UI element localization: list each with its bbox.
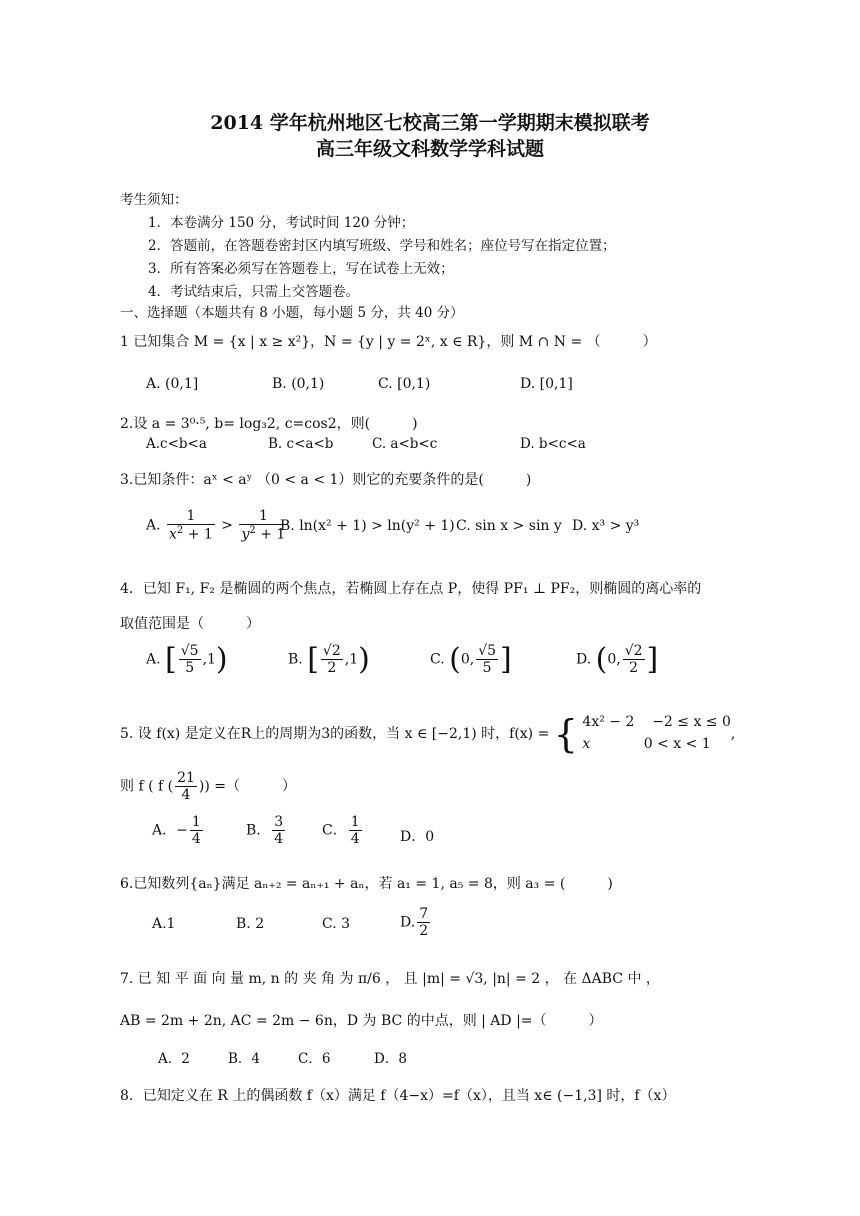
question-1-stem: 1 已知集合 M = {x | x ≥ x²}，N = {y | y = 2ˣ, x ∈ R}，则 M ∩ N = （ ） [120,334,657,350]
notice-item: 2．答题前，在答题卷密封区内填写班级、学号和姓名；座位号写在指定位置； [148,238,616,254]
q7-option-b: B．4 [228,1051,261,1067]
q1-option-b: B. (0,1) [272,376,325,392]
q6-option-c: C. 3 [322,916,351,932]
q3-option-d: D. x³ > y³ [572,518,640,534]
question-2-stem: 2.设 a = 3⁰·⁵, b= log₃2, c=cos2，则( ) [120,416,418,432]
question-4-stem: 4．已知 F₁, F₂ 是椭圆的两个焦点，若椭圆上存在点 P，使得 PF₁ ⊥ PF₂，则椭圆的离心率的 [120,581,702,597]
q6-option-b: B. 2 [236,916,265,932]
q5-option-c: C． $\frac{1}{4}$ [322,814,360,848]
q3-option-a: A. $\frac{1}{x^2 + 1}$ > $\frac{1}{y^2 + 1}$ [146,508,286,543]
q5-option-d: D．0 [400,829,435,845]
notice-item: 1．本卷满分 150 分，考试时间 120 分钟； [148,215,415,231]
q7-option-a: A．2 [158,1051,190,1067]
q6-option-a: A.1 [152,916,176,932]
question-4-stem-cont: 取值范围是（ ） [120,616,260,632]
q6-option-d: D. $\frac{7}{2}$ [400,906,429,940]
q3-option-c: C. sin x > sin y [456,518,562,534]
q4-option-b: B. [ $\frac{√2}{2}$ ,1) [288,642,370,677]
exam-subtitle: 高三年级文科数学学科试题 [315,138,544,160]
q2-option-b: B. c<a<b [268,436,334,452]
section-heading: 一、选择题（本题共有 8 小题，每小题 5 分，共 40 分） [120,305,464,321]
q2-option-c: C. a<b<c [372,436,438,452]
q5-case1-cond: −2 ≤ x ≤ 0 [652,714,731,731]
q5-option-b: B． $\frac{3}{4}$ [246,814,284,848]
q5-case2-cond: 0 < x < 1 [643,736,711,752]
question-3-stem: 3.已知条件：aˣ < aʸ （0 < a < 1）则它的充要条件的是( ) [120,472,532,488]
q1-option-d: D. [0,1] [520,376,573,392]
question-7-stem-cont: AB = 2m + 2n, AC = 2m − 6n，D 为 BC 的中点，则 | AD |=（ ） [120,1013,603,1029]
question-8-stem: 8．已知定义在 R 上的偶函数 f（x）满足 f（4−x）=f（x），且当 x∈ (−1,3] 时，f（x） [120,1088,676,1104]
q4-option-d: D. (0, $\frac{√2}{2}$ ] [576,642,659,677]
q4-option-c: C. (0, $\frac{√5}{5}$ ] [430,642,512,677]
exam-title: 2014 学年杭州地区七校高三第一学期期末模拟联考 [210,112,650,134]
q4-option-a: A. [ $\frac{√5}{5}$ ,1) [146,642,228,677]
q5-case2-expr: x [582,736,591,752]
notice-heading: 考生须知： [120,192,188,208]
q7-option-d: D．8 [374,1051,407,1067]
q1-option-c: C. [0,1) [378,376,431,392]
question-7-stem: 7. 已 知 平 面 向 量 m, n 的 夹 角 为 π/6 ， 且 |m| = √3, |n| = 2 ， 在 ΔABC 中 ， [120,971,660,987]
q7-option-c: C．6 [298,1051,331,1067]
question-5-stem: 5. 设 f(x) 是定义在R上的周期为3的函数，当 x ∈ [−2,1) 时，f(x) = { 4x² − 2 −2 ≤ x ≤ 0 x 0 < x < 1 , [120,712,736,756]
q2-option-d: D. b<c<a [520,436,586,452]
question-5-stem-cont: 则 f ( f ( $\frac{21}{4}$ )) =（ ） [120,770,297,804]
question-6-stem: 6.已知数列{aₙ}满足 aₙ₊₂ = aₙ₊₁ + aₙ，若 a₁ = 1, a₅ = 8，则 a₃ = ( ) [120,876,613,892]
notice-item: 3．所有答案必须写在答题卷上，写在试卷上无效； [148,261,454,277]
q5-case1-expr: 4x² − 2 [582,714,635,731]
q5-option-a: A．− $\frac{1}{4}$ [152,814,201,848]
q3-option-b: B. ln(x² + 1) > ln(y² + 1) [280,518,455,534]
q2-option-a: A.c<b<a [146,436,207,452]
notice-item: 4．考试结束后，只需上交答题卷。 [148,284,360,300]
q1-option-a: A. (0,1] [146,376,199,392]
